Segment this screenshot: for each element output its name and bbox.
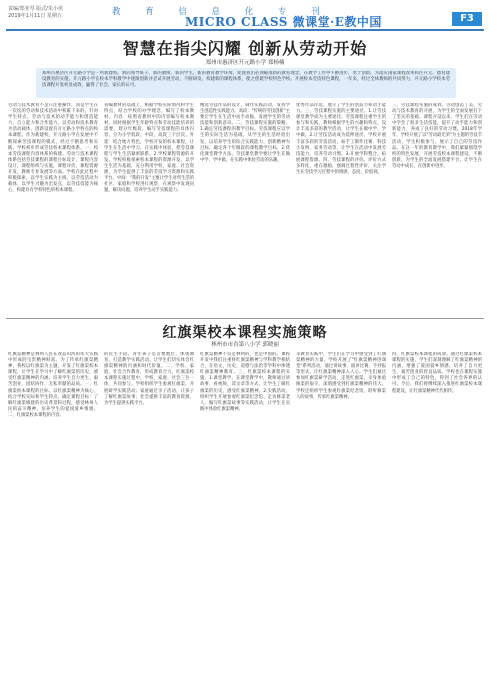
page-number-badge: F3 [452,12,482,26]
article1-col4: 优秀作品评选，展示了学生的创造力和动手能力。三、劳技课程实施的主要途径。1.让劳技课堂教学成为主要途径。劳技课程注重学生的参与和实践，教师根据学生的兴趣和特点，设计丰富多彩的教学活动，让学生在做中学、学中做。2.让劳技活动成为延伸途径。学校开展丰富多彩的劳技活动，如手工制作比赛、科技小发明、家务劳动等，让学生在活动中发展劳技能力，培养劳动习惯。3.开展学科整合，拓展课程资源。四、劳技课程的评价。评价方式多样化，重在激励，强调过程性评价，关注学生在劳技学习过程中的情感、态度、价值观。 [296,103,386,176]
issue-date: 2019年1月11日 星期五 [8,13,62,19]
article1-col2: 省编教材的基础上，根据学校实际情况和学生特点，结合学校的办学理念，编写了校本教材。内容：按照省教材中的内容编写校本教材，同时根据学生年龄特点和劳动技能培养的需要，划分年级段，编写劳技课程的具体内容，分为小学低段、中段、高段三个层次。外延：结合地方特色，学校开发的校本课程，让学生在生活中学习，在实践中体验，把劳技课程与学生生活紧密联系。2.学校课程资源的开发。学校积极探索校本课程的资源开发，以学生生活为基础，充分利用学校、家庭、社会资源，为学生提供了丰富的劳技学习资源和实践平台。中间："我的开发"主要让学生对所生活的社区、家庭和学校进行观察，在观察中发现问题，解决问题，培养学生动手实践能力。 [104,103,194,194]
article1-abstract-box [36,68,456,98]
article1-col5: 三、劳技课程实施的成效。劳动创造了美，劳动与技术教育的开展，为学生的全面发展打下了坚实的基础。课程开设以来，学生们在劳动中学会了很多生活技能，提升了动手能力和创新能力，养成了良好的劳动习惯。2018年学年，学校开展了以"劳动最光荣"为主题的劳技节活动，学生积极参与，展示了自己的劳技作品。在这一年的教育教学中，我们紧紧围绕学校的特色发展，开展劳技校本课程建设，不断创新，为学生的全面发展搭建平台，让学生在劳动中成长，在创新中进步。 [392,103,482,169]
masthead-title: MICRO CLASS 微课堂·E教中国 [185,15,382,29]
article1-byline: 郑州市惠济区开元路小学 郑杨楠 [205,60,285,66]
article2-headline: 红旗渠校本课程实施策略 [162,325,328,341]
article1-col1: 劳动与技术教育不是只注重操作，而是学生在一次次的劳动和技术活动中积累下来的。针对学生特点，劳动与技术的动手能力和创造能力、自立能力和合作能力。以劳动和技术教育为活动载体，创新设置有开元路小学特点的校本课程。作为新建校，开元路小学在发展中不断探索劳技课程的模式，经过不断思考和实践，学校初步形成劳技校本课程体系。一、校本劳技课程内容体系的构建。劳动与技术课程体系包括劳技课程的课程目标设计，课程内容设计，课程组织与实施，课程评价，课程资源开发，教师专业发展等方面。学校在此过程中积极探索，以学生实践为主线，以劳技活动为载体，以学生兴趣为出发点，以劳技技能为核心，构建具有学校特色的校本课程。 [8,103,98,194]
section-divider [6,318,484,319]
article2-col2: 的民生手段。青年孩子是首要地位，体现教育，打造教学实践活动。让学生们切实体会红旗渠精神的内涵和时代价值。二、学校、家庭、社会合作教育，形成教育合力。红旗渠校本课程实施过程中，学校、家庭、社会三位一体，共同参与。学校组织学生参观红旗渠，开展研学实践活动；家庭通过亲子活动，让孩子了解红旗渠故事；社会提供丰富的教育资源，为学生提供实践平台。 [104,352,194,406]
article2-col5: 四、红旗渠校本课程的成效。通过红旗渠校本课程的实施，学生们深刻理解了红旗渠精神的内涵，增强了爱国爱乡情感，培养了自力更生、艰苦创业的优良品质。学校也在课程实施中形成了自己的特色，得到了社会各界的认可。今后，我们将继续深入推进红旗渠校本课程建设，让红旗渠精神代代相传。 [392,352,482,394]
masthead [0,0,490,30]
masthead-meta [8,6,63,20]
masthead-slogan: 教 育 信 息 化 专 刊 [112,7,331,17]
article2-col4: 等教育实践中，学生们在学习中感受到了红旗渠精神的力量。学校开展了"红旗渠精神进课堂"系列活动，通过讲故事、演讲比赛、手抄报等形式，让红旗渠精神深入人心。学生们通过参加红旗渠研学活动，走进红旗渠，亲身体验修渠的艰辛，深刻感受到红旗渠精神的伟大。学校还组织学生参观红旗渠纪念馆，聆听修渠人的故事，传承红旗渠精神。 [296,352,386,400]
article2-col3: 红旗渠精神不仅是林州的，也是中国的。课程开发中我们注重将红旗渠精神与学科教学相结合，在语文、历史、道德与法治等学科中渗透红旗渠精神教育。三、红旗渠校本课程的实施。1.课堂教学。在课堂教学中，教师通过讲故事、看视频、读文章等方式，让学生了解红旗渠的历史，感受红旗渠精神。2.实践活动。组织学生开展参观红旗渠纪念馆、走访修渠老人、编写红旗渠故事等实践活动，让学生在实践中体验红旗渠精神。 [200,352,290,412]
article1-abstract: 郑州市惠济区开元路小学是一所新建校。新的领导班子、新的教师、新的学生、新的教育教学环境，促使我们必须瞄准新的教育理念，在教学工作中不断进步，勇于创新。为落实国家课程改革和区开元、德育建设教育的实施，开元路小学在校本学科教学中逐渐创新并尝试开展劳动，不断研发、构建新的课程体系，使之创建学校特色学校。开展校本劳技特色课程，一年来，经过全体教师的共同努力，开元路小学校本劳技课程开发初显成效，赢得了社会、家长的认可。 [42,71,450,89]
article1-headline: 智慧在指尖闪耀 创新从劳动开始 [122,39,368,58]
article2-col1: 红旗渠精神是林州人民在改造山河的伟大实践中形成的宝贵精神财富。为了传承红旗渠精神，我校以红旗渠为主题，开发了红旗渠校本课程，让学生在学习中了解红旗渠的历史，感受红旗渠精神的内涵，培养学生自力更生、艰苦创业、团结协作、无私奉献的品质。一、红旗渠校本课程的目标。以红旗渠精神为核心，结合学校实际和学生特点，确定课程目标：了解红旗渠修建的历史背景和过程，感受林州人民的奋斗精神，培养学生的爱国爱乡情感。二、红旗渠校本课程的内容。 [8,352,98,418]
article2-byline: 林州市市直第八小学 郭晓丽 [211,342,279,348]
article1-col3: 精选劳技作品的设计，制作实践活动，发挥学生创造性实践能力。高段："传统的劳技创新"主要让学生在生活中动手动脑，发展学生的劳动技能和创新意识。二、劳技课程实施的策略。1.确定劳技课程的教学目标。劳技课程应以学生的实际生活为基础，从学生的生活经验出发，以培养学生的综合实践能力、创新精神为目标，确定各个年级段的课程教学目标。2.优化课堂教学方法。劳技课堂教学要让学生在做中学、学中做，在实践中体验劳动的乐趣。 [200,103,290,163]
editor-info: 责编/郑亚琴 版式/朱小侠 [8,6,63,12]
masthead-rule [6,29,484,31]
